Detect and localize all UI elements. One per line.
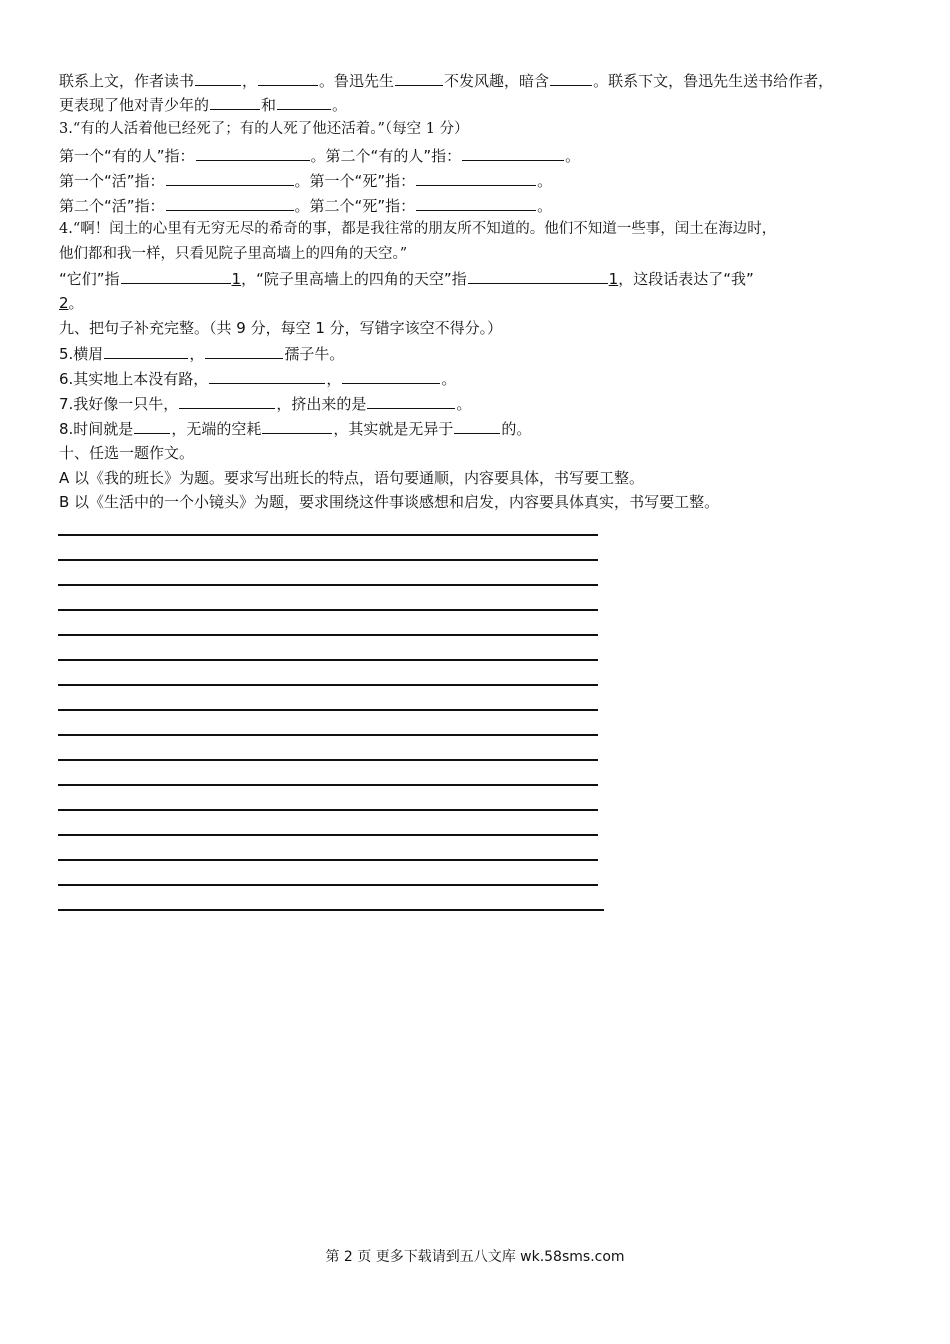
answer-blank[interactable]: [121, 268, 231, 284]
page-footer: 第 2 页 更多下载请到五八文库 wk.58sms.com: [325, 1249, 625, 1265]
answer-blank[interactable]: [395, 70, 443, 86]
writing-line[interactable]: [58, 784, 598, 786]
sentence-5: 5.横眉 ， 孺子牛。: [59, 345, 345, 363]
answer-blank[interactable]: [462, 145, 564, 161]
essay-option-b: B 以《生活中的一个小镜头》为题，要求围绕这件事谈感想和启发，内容要具体真实，书写要工整。: [59, 493, 720, 511]
q4-stem-line-2: 他们都和我一样，只看见院子里高墙上的四角的天空。”: [59, 246, 408, 262]
writing-line[interactable]: [58, 584, 598, 586]
writing-line[interactable]: [58, 884, 598, 886]
answer-blank[interactable]: [104, 343, 188, 359]
sentence-7: 7.我好像一只牛， ，挤出来的是 。: [59, 395, 472, 413]
score-mark: 2: [59, 294, 69, 312]
answer-blank[interactable]: [416, 195, 536, 211]
writing-line[interactable]: [58, 809, 598, 811]
answer-blank[interactable]: [205, 343, 283, 359]
q4-answer-line: “它们”指 1，“院子里高墙上的四角的天空”指 1，这段话表达了“我”: [59, 270, 754, 288]
section-10-title: 十、任选一题作文。: [59, 444, 195, 462]
context-line-2: 更表现了他对青少年的 和 。: [59, 96, 348, 114]
writing-line[interactable]: [58, 709, 598, 711]
q4-stem-line-1: 4.“啊！闰土的心里有无穷无尽的希奇的事，都是我往常的朋友所不知道的。他们不知道一些事，闰土在海边时，: [59, 221, 777, 237]
writing-line[interactable]: [58, 559, 598, 561]
sentence-6: 6.其实地上本没有路， ， 。: [59, 370, 457, 388]
score-mark: 1: [231, 270, 242, 288]
score-mark: 1: [608, 270, 619, 288]
writing-line[interactable]: [58, 684, 598, 686]
answer-blank[interactable]: [179, 393, 275, 409]
writing-line[interactable]: [58, 734, 598, 736]
writing-line[interactable]: [58, 834, 598, 836]
writing-line[interactable]: [58, 609, 598, 611]
answer-blank[interactable]: [416, 170, 536, 186]
answer-blank[interactable]: [166, 170, 294, 186]
answer-blank[interactable]: [277, 94, 331, 110]
answer-blank[interactable]: [195, 70, 241, 86]
writing-line[interactable]: [58, 659, 598, 661]
context-line-1: 联系上文，作者读书 ， 。鲁迅先生 不发风趣，暗含 。联系下文，鲁迅先生送书给作者，: [59, 72, 834, 90]
answer-blank[interactable]: [196, 145, 310, 161]
answer-blank[interactable]: [210, 94, 260, 110]
answer-blank[interactable]: [342, 368, 440, 384]
essay-option-a: A 以《我的班长》为题。要求写出班长的特点，语句要通顺，内容要具体，书写要工整。: [59, 469, 645, 487]
sentence-8: 8.时间就是 ，无端的空耗 ，其实就是无异于 的。: [59, 420, 532, 438]
writing-line[interactable]: [58, 859, 598, 861]
answer-blank[interactable]: [468, 268, 608, 284]
q3-row-2: 第一个“活”指： 。第一个“死”指： 。: [59, 172, 553, 190]
answer-blank[interactable]: [262, 418, 332, 434]
writing-line[interactable]: [58, 909, 604, 911]
answer-blank[interactable]: [209, 368, 325, 384]
section-9-title: 九、把句子补充完整。（共 9 分，每空 1 分，写错字该空不得分。）: [59, 319, 503, 337]
answer-blank[interactable]: [550, 70, 592, 86]
q3-row-1: 第一个“有的人”指： 。第二个“有的人”指： 。: [59, 147, 581, 165]
q3-stem: 3.“有的人活着他已经死了；有的人死了他还活着。”（每空 1 分）: [59, 121, 469, 137]
answer-blank[interactable]: [454, 418, 500, 434]
writing-line[interactable]: [58, 634, 598, 636]
writing-line[interactable]: [58, 534, 598, 536]
q4-answer-line-2: 2。: [59, 294, 84, 312]
answer-blank[interactable]: [134, 418, 170, 434]
answer-blank[interactable]: [166, 195, 294, 211]
answer-blank[interactable]: [367, 393, 455, 409]
writing-line[interactable]: [58, 759, 598, 761]
answer-blank[interactable]: [258, 70, 318, 86]
q3-row-3: 第二个“活”指： 。第二个“死”指： 。: [59, 197, 553, 215]
